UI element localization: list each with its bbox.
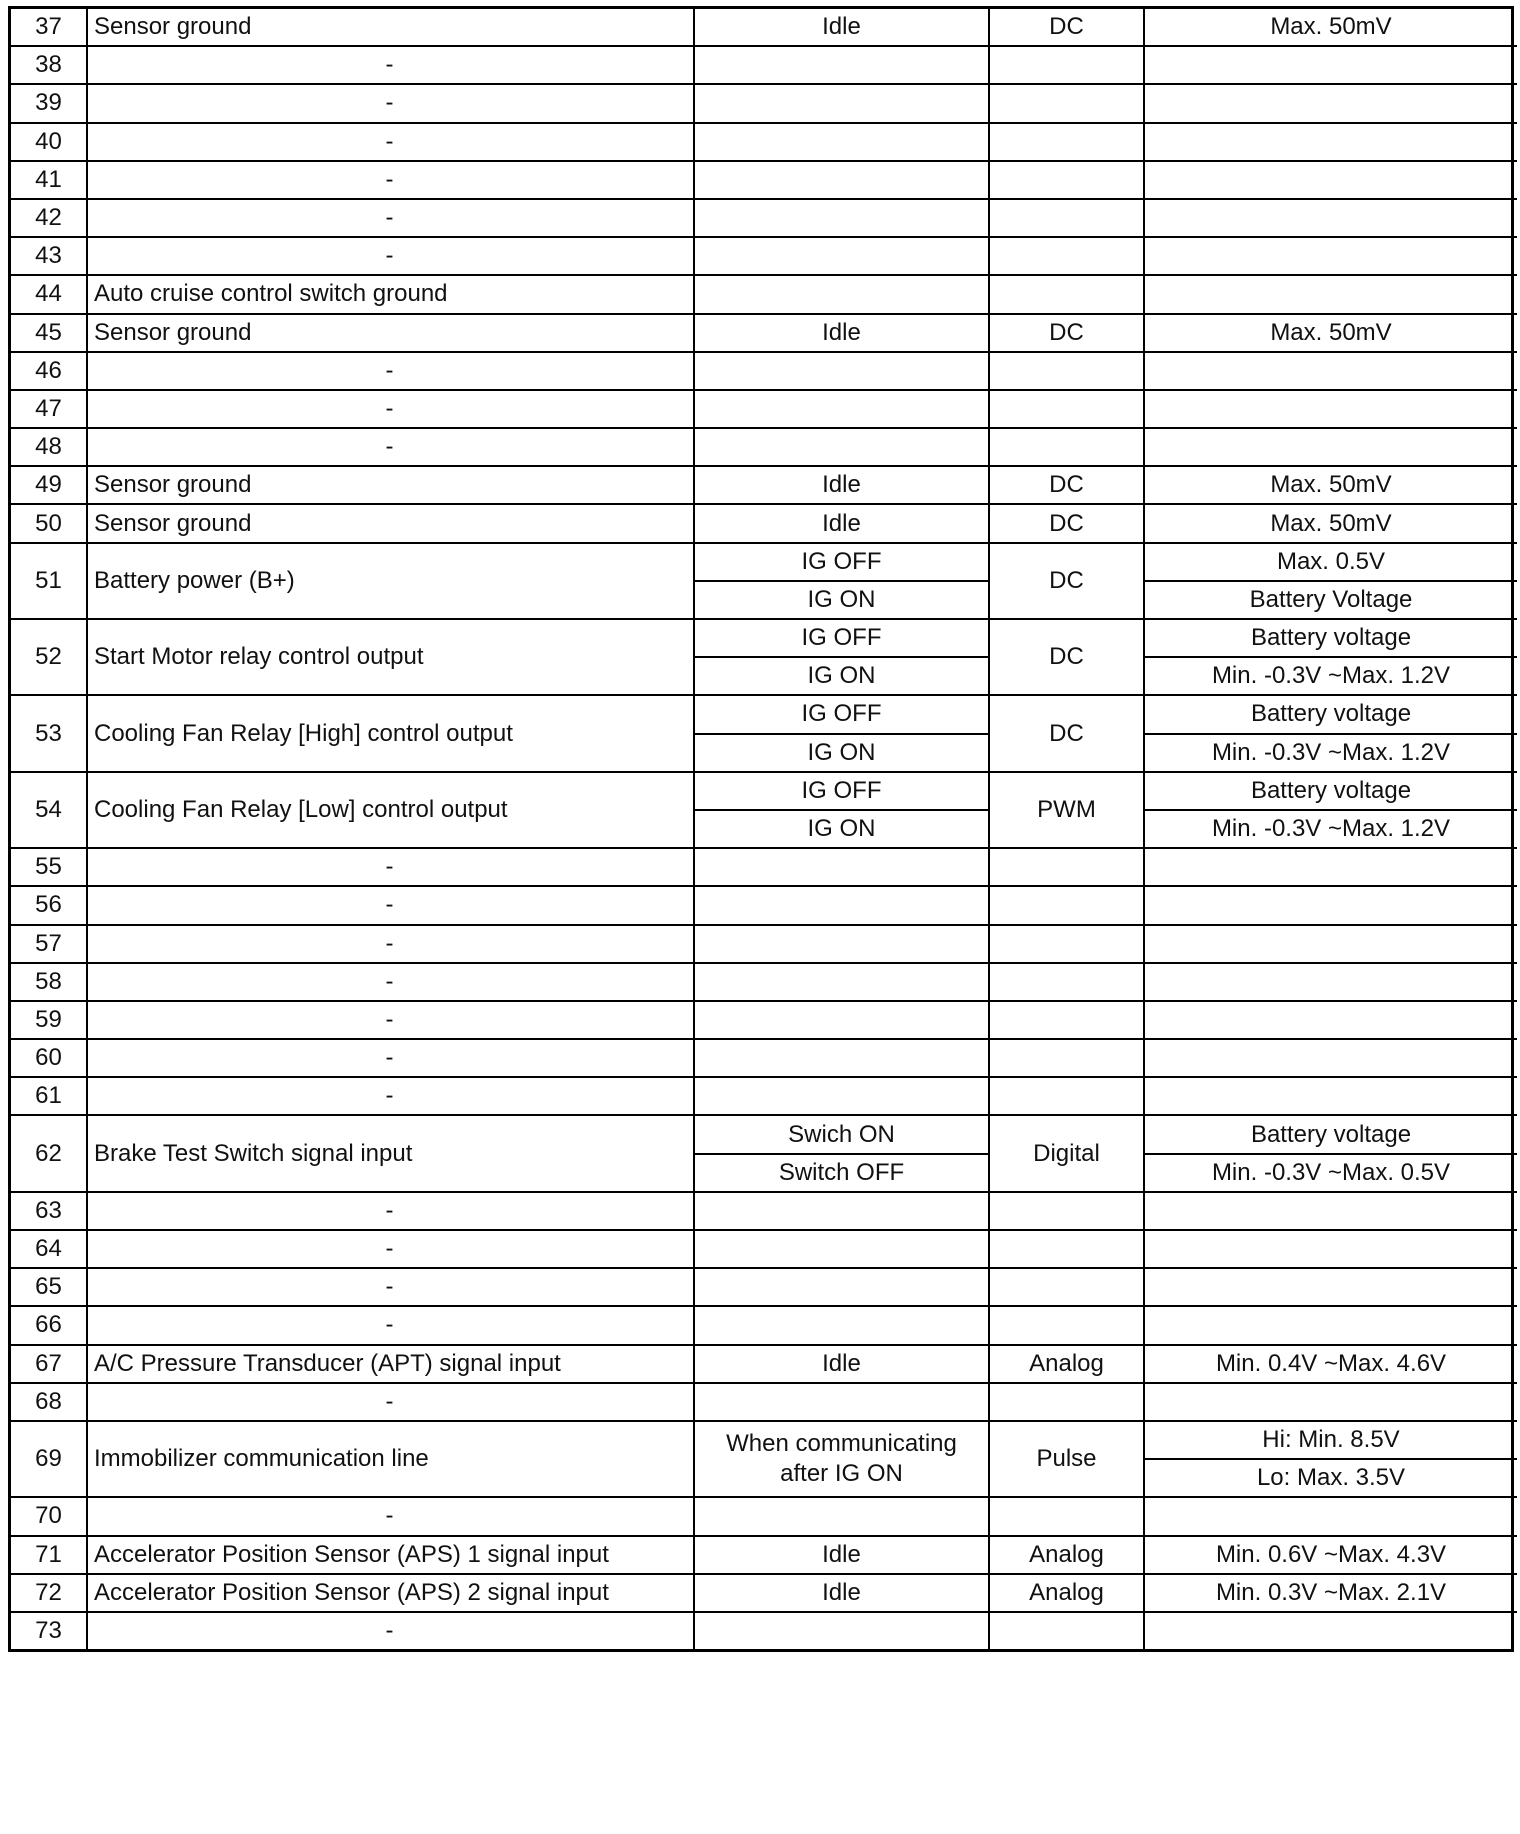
table-row xyxy=(11,1039,1517,1077)
condition xyxy=(694,1306,989,1344)
signal-type xyxy=(989,1001,1144,1039)
pin-number: 64 xyxy=(11,1230,87,1268)
signal-type: DC xyxy=(989,466,1144,504)
condition xyxy=(694,275,989,313)
table-row xyxy=(11,1536,1517,1574)
pin-number: 73 xyxy=(11,1612,87,1649)
condition: IG OFF xyxy=(694,695,989,733)
signal-level xyxy=(1144,123,1517,161)
pin-description: Accelerator Position Sensor (APS) 1 signal input xyxy=(87,1536,694,1574)
signal-level: Battery voltage xyxy=(1144,772,1517,810)
pin-number: 46 xyxy=(11,352,87,390)
table-row xyxy=(11,123,1517,161)
table-row xyxy=(11,1345,1517,1383)
condition xyxy=(694,237,989,275)
condition xyxy=(694,1001,989,1039)
condition xyxy=(694,1039,989,1077)
pin-description: - xyxy=(87,1192,694,1230)
pin-number: 45 xyxy=(11,314,87,352)
pin-number: 42 xyxy=(11,199,87,237)
table-row xyxy=(11,886,1517,924)
pin-table-body xyxy=(11,9,1517,1649)
table-row xyxy=(11,504,1517,542)
table-row xyxy=(11,1574,1517,1612)
signal-level xyxy=(1144,1192,1517,1230)
signal-level: Max. 0.5V xyxy=(1144,543,1517,581)
pin-description: - xyxy=(87,428,694,466)
signal-type xyxy=(989,46,1144,84)
pin-number: 53 xyxy=(11,695,87,771)
pin-description: - xyxy=(87,84,694,122)
signal-level: Min. 0.4V ~Max. 4.6V xyxy=(1144,1345,1517,1383)
table-row xyxy=(11,1421,1517,1459)
signal-type xyxy=(989,1192,1144,1230)
table-row xyxy=(11,925,1517,963)
condition: IG ON xyxy=(694,810,989,848)
signal-level xyxy=(1144,1497,1517,1535)
condition xyxy=(694,886,989,924)
signal-type xyxy=(989,390,1144,428)
signal-type xyxy=(989,1383,1144,1421)
signal-type xyxy=(989,886,1144,924)
pin-number: 71 xyxy=(11,1536,87,1574)
signal-level xyxy=(1144,46,1517,84)
pin-description: - xyxy=(87,199,694,237)
signal-level xyxy=(1144,925,1517,963)
signal-type xyxy=(989,1612,1144,1649)
table-row xyxy=(11,9,1517,46)
signal-type: Digital xyxy=(989,1115,1144,1191)
condition xyxy=(694,428,989,466)
pin-number: 65 xyxy=(11,1268,87,1306)
ecm-pin-table xyxy=(11,9,1517,1649)
pin-number: 48 xyxy=(11,428,87,466)
signal-type xyxy=(989,1077,1144,1115)
condition xyxy=(694,1497,989,1535)
pin-number: 59 xyxy=(11,1001,87,1039)
signal-level xyxy=(1144,1306,1517,1344)
pin-description: - xyxy=(87,1039,694,1077)
signal-type: Analog xyxy=(989,1345,1144,1383)
pin-number: 69 xyxy=(11,1421,87,1497)
signal-level: Min. -0.3V ~Max. 1.2V xyxy=(1144,810,1517,848)
signal-type xyxy=(989,84,1144,122)
signal-type xyxy=(989,237,1144,275)
pin-description: - xyxy=(87,390,694,428)
pin-description: - xyxy=(87,1230,694,1268)
pin-description: - xyxy=(87,161,694,199)
signal-type: DC xyxy=(989,695,1144,771)
signal-type xyxy=(989,1268,1144,1306)
condition xyxy=(694,84,989,122)
signal-level xyxy=(1144,84,1517,122)
pin-description: - xyxy=(87,963,694,1001)
pin-description: Cooling Fan Relay [High] control output xyxy=(87,695,694,771)
condition: IG ON xyxy=(694,657,989,695)
pin-number: 51 xyxy=(11,543,87,619)
pin-number: 54 xyxy=(11,772,87,848)
pin-number: 67 xyxy=(11,1345,87,1383)
signal-level: Lo: Max. 3.5V xyxy=(1144,1459,1517,1497)
signal-type: DC xyxy=(989,619,1144,695)
table-row xyxy=(11,1306,1517,1344)
pin-description: - xyxy=(87,46,694,84)
pin-description: - xyxy=(87,848,694,886)
pin-description: - xyxy=(87,1077,694,1115)
table-row xyxy=(11,695,1517,733)
pin-number: 40 xyxy=(11,123,87,161)
condition: IG ON xyxy=(694,734,989,772)
signal-level: Hi: Min. 8.5V xyxy=(1144,1421,1517,1459)
signal-level xyxy=(1144,1230,1517,1268)
pin-description: Immobilizer communication line xyxy=(87,1421,694,1497)
signal-level: Min. -0.3V ~Max. 1.2V xyxy=(1144,734,1517,772)
table-row xyxy=(11,314,1517,352)
condition xyxy=(694,1192,989,1230)
signal-level xyxy=(1144,352,1517,390)
pin-description: Battery power (B+) xyxy=(87,543,694,619)
pin-description: - xyxy=(87,237,694,275)
signal-level: Max. 50mV xyxy=(1144,466,1517,504)
signal-type xyxy=(989,428,1144,466)
condition xyxy=(694,161,989,199)
pin-number: 44 xyxy=(11,275,87,313)
signal-type: DC xyxy=(989,504,1144,542)
condition xyxy=(694,925,989,963)
condition: Idle xyxy=(694,9,989,46)
table-row xyxy=(11,543,1517,581)
pin-description: - xyxy=(87,1383,694,1421)
table-row xyxy=(11,352,1517,390)
signal-level xyxy=(1144,1039,1517,1077)
signal-level xyxy=(1144,161,1517,199)
signal-type: PWM xyxy=(989,772,1144,848)
pin-number: 57 xyxy=(11,925,87,963)
table-row xyxy=(11,275,1517,313)
pin-description: Sensor ground xyxy=(87,504,694,542)
pin-description: - xyxy=(87,1268,694,1306)
condition xyxy=(694,1612,989,1649)
condition xyxy=(694,1268,989,1306)
pin-description-table-frame xyxy=(8,6,1514,1652)
pin-description: Cooling Fan Relay [Low] control output xyxy=(87,772,694,848)
condition xyxy=(694,199,989,237)
condition xyxy=(694,1383,989,1421)
signal-type xyxy=(989,963,1144,1001)
pin-number: 60 xyxy=(11,1039,87,1077)
pin-number: 70 xyxy=(11,1497,87,1535)
signal-type xyxy=(989,352,1144,390)
condition: When communicating after IG ON xyxy=(694,1421,989,1497)
table-row xyxy=(11,1383,1517,1421)
signal-level xyxy=(1144,1001,1517,1039)
pin-number: 47 xyxy=(11,390,87,428)
pin-description: - xyxy=(87,1497,694,1535)
condition xyxy=(694,963,989,1001)
table-row xyxy=(11,1115,1517,1153)
signal-level xyxy=(1144,1383,1517,1421)
pin-description: - xyxy=(87,123,694,161)
signal-type xyxy=(989,199,1144,237)
pin-description: Accelerator Position Sensor (APS) 2 signal input xyxy=(87,1574,694,1612)
signal-level: Max. 50mV xyxy=(1144,9,1517,46)
pin-description: Sensor ground xyxy=(87,314,694,352)
condition xyxy=(694,46,989,84)
condition: IG ON xyxy=(694,581,989,619)
signal-type xyxy=(989,1039,1144,1077)
table-row xyxy=(11,963,1517,1001)
table-row xyxy=(11,1230,1517,1268)
condition: Switch OFF xyxy=(694,1154,989,1192)
signal-type: Analog xyxy=(989,1536,1144,1574)
signal-type xyxy=(989,1497,1144,1535)
table-row xyxy=(11,428,1517,466)
pin-number: 61 xyxy=(11,1077,87,1115)
pin-number: 43 xyxy=(11,237,87,275)
signal-type: DC xyxy=(989,9,1144,46)
pin-description: - xyxy=(87,886,694,924)
signal-level: Min. -0.3V ~Max. 0.5V xyxy=(1144,1154,1517,1192)
condition xyxy=(694,848,989,886)
table-row xyxy=(11,161,1517,199)
condition: Idle xyxy=(694,1574,989,1612)
pin-number: 52 xyxy=(11,619,87,695)
signal-level xyxy=(1144,963,1517,1001)
signal-level xyxy=(1144,848,1517,886)
pin-number: 37 xyxy=(11,9,87,46)
signal-level xyxy=(1144,1612,1517,1649)
signal-level xyxy=(1144,275,1517,313)
table-row xyxy=(11,199,1517,237)
pin-description: A/C Pressure Transducer (APT) signal input xyxy=(87,1345,694,1383)
table-row xyxy=(11,84,1517,122)
condition: Idle xyxy=(694,314,989,352)
pin-number: 50 xyxy=(11,504,87,542)
pin-number: 56 xyxy=(11,886,87,924)
table-row xyxy=(11,1077,1517,1115)
signal-level: Battery Voltage xyxy=(1144,581,1517,619)
signal-type: DC xyxy=(989,543,1144,619)
condition xyxy=(694,123,989,161)
condition: Idle xyxy=(694,1345,989,1383)
pin-description: - xyxy=(87,1001,694,1039)
pin-description: Auto cruise control switch ground xyxy=(87,275,694,313)
pin-description: Sensor ground xyxy=(87,466,694,504)
condition: Idle xyxy=(694,466,989,504)
pin-description: - xyxy=(87,1612,694,1649)
table-row xyxy=(11,1268,1517,1306)
pin-number: 38 xyxy=(11,46,87,84)
table-row xyxy=(11,848,1517,886)
signal-level: Min. -0.3V ~Max. 1.2V xyxy=(1144,657,1517,695)
pin-number: 55 xyxy=(11,848,87,886)
signal-level: Min. 0.6V ~Max. 4.3V xyxy=(1144,1536,1517,1574)
signal-level: Battery voltage xyxy=(1144,619,1517,657)
condition xyxy=(694,390,989,428)
signal-level xyxy=(1144,199,1517,237)
signal-level: Max. 50mV xyxy=(1144,504,1517,542)
signal-type xyxy=(989,275,1144,313)
condition: IG OFF xyxy=(694,772,989,810)
signal-level xyxy=(1144,886,1517,924)
table-row xyxy=(11,1497,1517,1535)
pin-number: 41 xyxy=(11,161,87,199)
table-row xyxy=(11,46,1517,84)
signal-type xyxy=(989,1230,1144,1268)
signal-type: DC xyxy=(989,314,1144,352)
table-row xyxy=(11,1001,1517,1039)
pin-number: 68 xyxy=(11,1383,87,1421)
condition: IG OFF xyxy=(694,619,989,657)
table-row xyxy=(11,237,1517,275)
pin-number: 49 xyxy=(11,466,87,504)
signal-level xyxy=(1144,1268,1517,1306)
pin-description: Sensor ground xyxy=(87,9,694,46)
table-row xyxy=(11,772,1517,810)
signal-type xyxy=(989,925,1144,963)
signal-level xyxy=(1144,1077,1517,1115)
signal-level xyxy=(1144,428,1517,466)
condition xyxy=(694,1230,989,1268)
pin-description: Brake Test Switch signal input xyxy=(87,1115,694,1191)
table-row xyxy=(11,1192,1517,1230)
condition: Swich ON xyxy=(694,1115,989,1153)
condition xyxy=(694,1077,989,1115)
signal-level: Battery voltage xyxy=(1144,695,1517,733)
pin-number: 72 xyxy=(11,1574,87,1612)
signal-type: Pulse xyxy=(989,1421,1144,1497)
condition xyxy=(694,352,989,390)
condition: Idle xyxy=(694,1536,989,1574)
pin-number: 39 xyxy=(11,84,87,122)
pin-description: - xyxy=(87,925,694,963)
table-row xyxy=(11,390,1517,428)
pin-description: - xyxy=(87,352,694,390)
pin-number: 62 xyxy=(11,1115,87,1191)
signal-level xyxy=(1144,237,1517,275)
signal-level xyxy=(1144,390,1517,428)
condition: IG OFF xyxy=(694,543,989,581)
signal-type xyxy=(989,1306,1144,1344)
signal-type xyxy=(989,161,1144,199)
signal-level: Min. 0.3V ~Max. 2.1V xyxy=(1144,1574,1517,1612)
signal-type xyxy=(989,848,1144,886)
signal-type xyxy=(989,123,1144,161)
table-row xyxy=(11,619,1517,657)
pin-description: - xyxy=(87,1306,694,1344)
signal-type: Analog xyxy=(989,1574,1144,1612)
pin-description: Start Motor relay control output xyxy=(87,619,694,695)
signal-level: Battery voltage xyxy=(1144,1115,1517,1153)
table-row xyxy=(11,1612,1517,1649)
condition: Idle xyxy=(694,504,989,542)
pin-number: 58 xyxy=(11,963,87,1001)
signal-level: Max. 50mV xyxy=(1144,314,1517,352)
table-row xyxy=(11,466,1517,504)
pin-number: 66 xyxy=(11,1306,87,1344)
pin-number: 63 xyxy=(11,1192,87,1230)
